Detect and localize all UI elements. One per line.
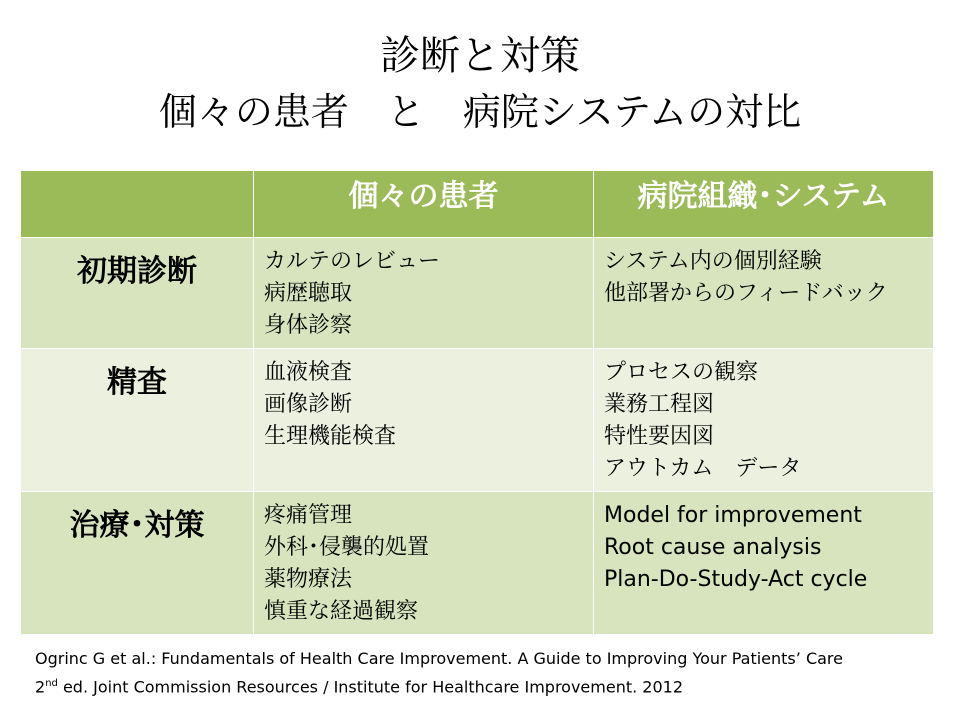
table-header-row xyxy=(21,171,934,238)
citation-publisher: ed. Joint Commission Resources / Institute for Healthcare Improvement. 2012 xyxy=(57,677,684,697)
system-cell xyxy=(594,492,934,635)
list-item: 他部署からのフィードバック xyxy=(604,281,888,306)
list-item: 身体診察 xyxy=(264,313,353,338)
row-label-workup: 精査 xyxy=(21,349,254,492)
citation-edition-number: 2 xyxy=(35,677,46,697)
patient-cell xyxy=(254,492,594,635)
header-empty xyxy=(21,171,254,238)
citation xyxy=(35,646,843,699)
slide-title: 診断と対策 xyxy=(380,33,580,79)
list-item: Plan-Do-Study-Act cycle xyxy=(604,567,868,592)
citation-line-2 xyxy=(35,671,843,699)
list-item: 業務工程図 xyxy=(604,392,715,417)
list-item: Model for improvement xyxy=(604,503,862,528)
table-row xyxy=(21,492,934,635)
patient-cell xyxy=(254,349,594,492)
header-system: 病院組織･システム xyxy=(594,171,934,238)
list-item: プロセスの観察 xyxy=(604,360,759,385)
patient-cell xyxy=(254,238,594,349)
table-row xyxy=(21,238,934,349)
header-patient: 個々の患者 xyxy=(254,171,594,238)
row-label-initial-diagnosis: 初期診断 xyxy=(21,238,254,349)
system-cell xyxy=(594,349,934,492)
slide-subtitle: 個々の患者 と 病院システムの対比 xyxy=(158,90,802,134)
list-item: 特性要因図 xyxy=(604,424,715,449)
list-item: Root cause analysis xyxy=(604,535,822,560)
list-item: 疼痛管理 xyxy=(264,503,353,528)
row-label-treatment: 治療･対策 xyxy=(21,492,254,635)
list-item: 生理機能検査 xyxy=(264,424,397,449)
table-row xyxy=(21,349,934,492)
list-item: 外科･侵襲的処置 xyxy=(264,535,430,560)
system-cell xyxy=(594,238,934,349)
list-item: 画像診断 xyxy=(264,392,353,417)
comparison-table xyxy=(20,170,934,635)
list-item: 薬物療法 xyxy=(264,567,353,592)
list-item: 血液検査 xyxy=(264,360,353,385)
list-item: 病歴聴取 xyxy=(264,281,353,306)
citation-edition-suffix: nd xyxy=(45,678,58,689)
list-item: カルテのレビュー xyxy=(264,249,441,274)
list-item: 慎重な経過観察 xyxy=(264,599,419,624)
list-item: アウトカム データ xyxy=(604,456,802,481)
citation-line-1: Ogrinc G et al.: Fundamentals of Health Care Improvement. A Guide to Improving Your Patients’ Care xyxy=(35,649,843,668)
list-item: システム内の個別経験 xyxy=(604,249,822,274)
